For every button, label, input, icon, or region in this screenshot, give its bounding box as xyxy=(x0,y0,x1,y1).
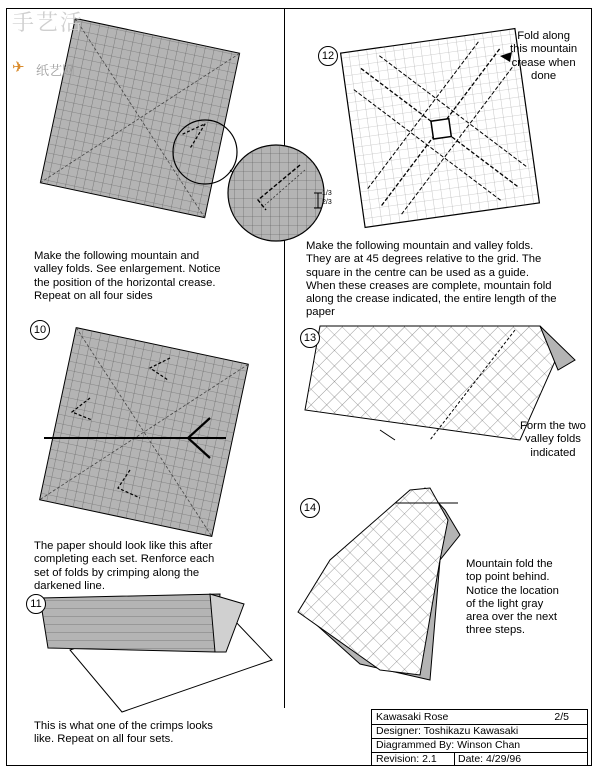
enlargement-circle xyxy=(228,145,324,241)
step-number-13: 13 xyxy=(300,328,320,348)
step10-square xyxy=(40,328,249,537)
info-box xyxy=(371,709,588,766)
step13-caption: Form the two valley folds indicated xyxy=(520,420,586,459)
step9-square xyxy=(40,18,240,217)
step12-caption: Make the following mountain and valley folds. They are at 45 degrees relative to the grid. The square in the centre can be used as a guide. When these creases are complete, mountain fold along the crease indicated, the entire length of the paper xyxy=(306,240,557,319)
info-row-revision xyxy=(372,752,587,766)
fraction-bottom-label: 2/3 xyxy=(322,199,332,206)
diagrammed-label: Diagrammed By: Winson Chan xyxy=(376,739,521,751)
date-label: Date: 4/29/96 xyxy=(458,753,522,765)
step14-shape xyxy=(298,488,460,680)
fraction-top-label: 1/3 xyxy=(322,190,332,197)
step11-caption: This is what one of the crimps looks like. Repeat on all four sets. xyxy=(34,720,213,746)
step9-caption: Make the following mountain and valley folds. See enlargement. Notice the position of the horizontal crease. Repeat on all four sides xyxy=(34,250,221,302)
step-number-14: 14 xyxy=(300,498,320,518)
step-number-10: 10 xyxy=(30,320,50,340)
info-row-title xyxy=(372,710,587,725)
revision-divider xyxy=(454,752,455,766)
step-number-11: 11 xyxy=(26,594,46,614)
page-number: 2/5 xyxy=(554,711,569,723)
document-title: Kawasaki Rose xyxy=(376,711,449,723)
watermark-site-name: 纸艺网 xyxy=(36,64,76,79)
designer-label: Designer: Toshikazu Kawasaki xyxy=(376,725,519,737)
info-row-designer xyxy=(372,724,587,739)
watermark-logo-icon: ✈ xyxy=(12,58,25,76)
step12-note: Fold along this mountain crease when done xyxy=(510,30,578,82)
watermark-title: 手艺活 xyxy=(12,11,85,36)
revision-label: Revision: 2.1 xyxy=(376,753,437,765)
step14-caption: Mountain fold the top point behind. Notice the location of the light gray area over the next three steps. xyxy=(466,558,559,637)
step10-caption: The paper should look like this after completing each set. Renforce each set of folds by crimping along the darkened line. xyxy=(34,540,215,592)
step-number-12: 12 xyxy=(318,46,338,66)
info-row-diagrammed xyxy=(372,738,587,753)
step11-crimp xyxy=(40,594,272,712)
